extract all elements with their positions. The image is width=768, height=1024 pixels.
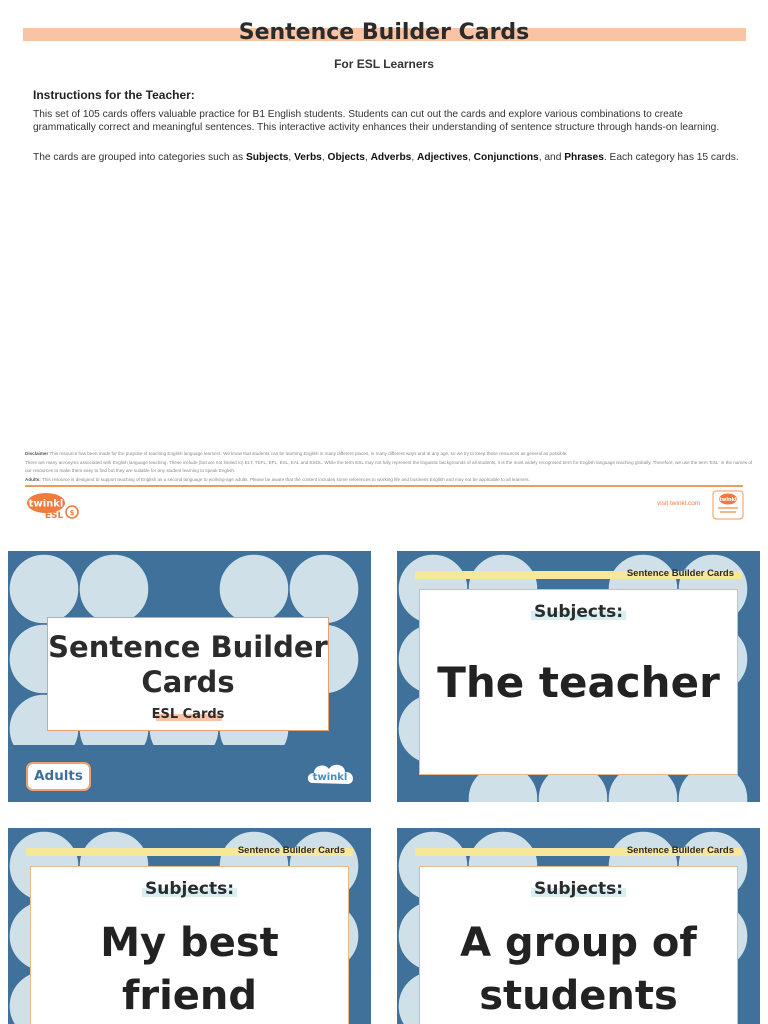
category-verbs: Verbs [294, 152, 322, 163]
category-label [420, 879, 737, 899]
category-adverbs: Adverbs [370, 152, 412, 163]
subject-card [397, 551, 760, 802]
subject-card [397, 828, 760, 1024]
card-word: The teacher [437, 658, 720, 707]
category-phrases: Phrases [564, 152, 604, 163]
p2-start: The cards are grouped into categories such as [33, 152, 246, 163]
category-adjectives: Adjectives [417, 152, 468, 163]
cover-title: Sentence Builder Cards [48, 630, 328, 699]
card-header-label: Sentence Builder Cards [237, 845, 345, 856]
p2-end: . Each category has 15 cards. [603, 152, 739, 163]
instructions-paragraph-1: This set of 105 cards offers valuable practice for B1 English students. Students can cut out the cards and explore various combinations to create grammatically correct and meaningful sentences. This interactive activity enhances their understanding of sentence structure through hands-on learning. [33, 109, 720, 133]
card-content-box [419, 589, 738, 775]
disclaimer-line-1 [25, 450, 753, 459]
footer-divider [25, 485, 743, 487]
subject-card [8, 828, 371, 1024]
card-word: A group of students [460, 920, 697, 1019]
category-subjects: Subjects [245, 152, 289, 163]
adults-label: Adults: [25, 476, 41, 482]
cover-subtitle: ESL Cards [151, 707, 225, 722]
disclaimer-line-3 [25, 476, 753, 485]
disclaimer-block [25, 450, 753, 484]
category-label-text: Subjects: [531, 879, 626, 899]
category-label-text: Subjects: [142, 879, 237, 899]
category-label [420, 602, 737, 622]
category-conjunctions: Conjunctions [473, 152, 539, 163]
quality-seal-icon [712, 490, 744, 520]
cover-card [8, 551, 371, 802]
adults-button[interactable]: Adults [26, 762, 91, 791]
document-subtitle: For ESL Learners [334, 57, 434, 71]
logo-esl: ESL [44, 511, 64, 520]
cover-logo-word: twinkl [312, 772, 348, 783]
category-objects: Objects [327, 152, 365, 163]
instructions-paragraph-2: The cards are grouped into categories such as Subjects, Verbs, Objects, Adverbs, Adjectives, Conjunctions, and Phrases. Each category has 15 cards. [33, 152, 739, 163]
card-word: My best friend [100, 920, 279, 1019]
adults-text: This resource is designed to support teaching of English as a second language to working-age adults. Please be aware that the content includes some references to working life and business English and may not be applicable to all learners. [42, 476, 530, 482]
logo-word: twinkl [28, 498, 64, 510]
disclaimer-label: Disclaimer [25, 451, 49, 456]
visit-twinkl-link[interactable]: visit twinkl.com [657, 500, 701, 507]
twinkl-cloud-logo [305, 759, 357, 789]
card-header-label: Sentence Builder Cards [626, 845, 734, 856]
disclaimer-text: This resource has been made for the purpose of teaching English language learners. We know that students can be learning English in many different places, in many different ways and at any age, so we try to keep these resources as general as possible. [49, 451, 568, 456]
instructions-heading: Instructions for the Teacher: [33, 88, 195, 102]
card-content-box [419, 866, 738, 1024]
svg-text:$: $ [69, 509, 75, 517]
card-content-box [30, 866, 349, 1024]
document-title: Sentence Builder Cards [238, 20, 530, 45]
twinkl-esl-logo[interactable] [26, 492, 80, 520]
category-label [31, 879, 348, 899]
cover-title-box [47, 617, 329, 731]
disclaimer-line-2: There are many acronyms associated with English language teaching. These include (but are not limited to) ELT, TEFL, EFL, ESL, EAL and ESOL. While the term ESL may not fully represent the linguistic backgrounds of all students, it is the most widely recognised term for English language teaching globally. Therefore, we use the term 'ESL' in the names of our resources to make them easy to find but they are suitable for any student learning to speak English. [25, 459, 753, 474]
card-header-label: Sentence Builder Cards [626, 568, 734, 579]
seal-text: twinkl [719, 497, 737, 503]
category-label-text: Subjects: [531, 602, 626, 622]
